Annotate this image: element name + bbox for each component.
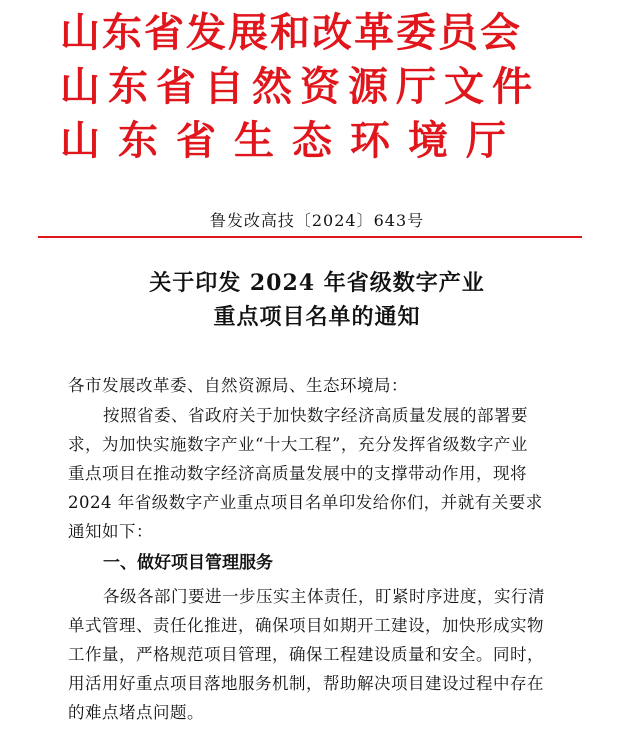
section-1-line-4: 用活用好重点项目落地服务机制，帮助解决项目建设过程中存在 [68, 674, 544, 693]
red-divider [38, 236, 582, 238]
section-1-line-5: 的难点堵点问题。 [68, 703, 204, 722]
document-number: 鲁发改高技〔2024〕643号 [209, 211, 425, 230]
document-title-line-2: 重点项目名单的通知 [213, 304, 421, 330]
section-1-line-1: 各级各部门要进一步压实主体责任，盯紧时序进度，实行清 [103, 587, 545, 606]
paragraph-1-line-4: 2024 年省级数字产业重点项目名单印发给你们，并就有关要求 [68, 493, 543, 512]
issuer-header-line-1: 山东省发展和改革委员会 [60, 10, 522, 56]
paragraph-1-line-2: 求，为加快实施数字产业“十大工程”，充分发挥省级数字产业 [68, 435, 528, 454]
recipients: 各市发展改革委、自然资源局、生态环境局： [68, 376, 408, 395]
section-1-heading: 一、做好项目管理服务 [103, 553, 273, 573]
paragraph-1-line-3: 重点项目在推动数字经济高质量发展中的支撑带动作用，现将 [68, 464, 527, 483]
document-title-line-1: 关于印发 2024 年省级数字产业 [149, 270, 485, 296]
paragraph-1-line-5: 通知如下： [68, 522, 153, 541]
issuer-header-line-3: 山东省生态环境厅 [60, 118, 524, 164]
section-1-line-2: 单式管理、责任化推进，确保项目如期开工建设，加快形成实物 [68, 616, 544, 635]
issuer-header-line-2: 山东省自然资源厅文件 [60, 64, 540, 110]
paragraph-1-line-1: 按照省委、省政府关于加快数字经济高质量发展的部署要 [103, 406, 528, 425]
section-1-line-3: 工作量，严格规范项目管理，确保工程建设质量和安全。同时， [68, 645, 544, 664]
